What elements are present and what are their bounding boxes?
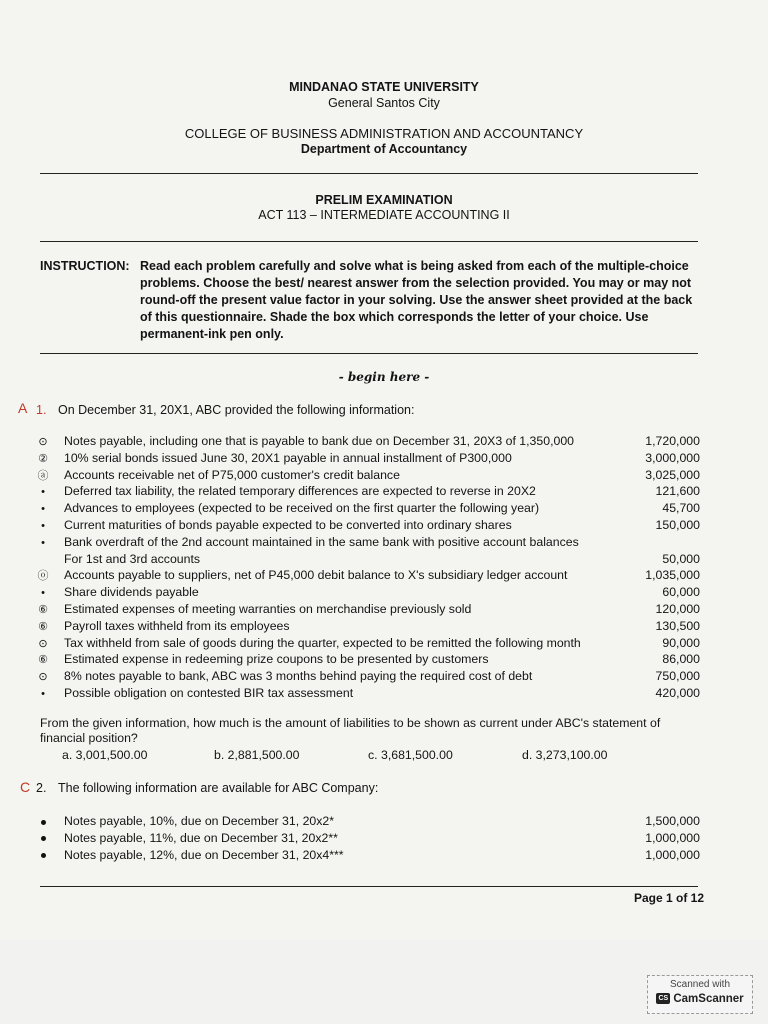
check-mark-icon: ⓞ xyxy=(37,570,49,583)
list-item: ⑥ Payroll taxes withheld from its employees 130,500 xyxy=(40,618,700,635)
q1-number: 1. xyxy=(36,403,47,417)
list-item: • Share dividends payable 60,000 xyxy=(40,584,700,601)
list-item: ⓞ Accounts payable to suppliers, net of P45,000 debit balance to X's subsidiary ledger account 1,035,000 xyxy=(40,567,700,584)
exam-title: PRELIM EXAMINATION xyxy=(315,193,453,207)
city: General Santos City xyxy=(328,96,440,110)
check-mark-icon: ⊙ xyxy=(38,671,48,684)
camscanner-logo-icon: CS xyxy=(656,993,670,1004)
list-item: • Deferred tax liability, the related temporary differences are expected to reverse in 20X2 121,600 xyxy=(40,483,700,500)
q1-question: From the given information, how much is the amount of liabilities to be shown as current under ABC's statement of financial position? xyxy=(40,716,661,745)
bullet-icon: • xyxy=(41,503,45,516)
watermark-line2: CamScanner xyxy=(673,993,744,1005)
divider xyxy=(40,241,698,242)
q2-intro: The following information are available for ABC Company: xyxy=(58,781,379,795)
instruction-label: INSTRUCTION: xyxy=(40,259,130,273)
department-name: Department of Accountancy xyxy=(300,142,468,156)
page-number: Page 1 of 12 xyxy=(633,891,704,905)
q1-choice-c: c. 3,681,500.00 xyxy=(368,748,453,762)
list-item: For 1st and 3rd accounts 50,000 xyxy=(64,551,700,566)
q1-item-list xyxy=(37,433,700,702)
q1-handwritten-answer: A xyxy=(18,400,28,416)
bullet-icon xyxy=(32,814,54,831)
check-mark-icon: ⑥ xyxy=(38,620,48,633)
check-mark-icon: ⊙ xyxy=(38,637,48,650)
bullet-icon: • xyxy=(41,687,45,700)
check-mark-icon: ⑥ xyxy=(38,603,48,616)
list-item: ② 10% serial bonds issued June 30, 20X1 payable in annual installment of P300,000 3,000,000 xyxy=(40,450,700,467)
bullet-icon xyxy=(32,831,54,848)
list-item: • Possible obligation on contested BIR tax assessment 420,000 xyxy=(40,685,700,702)
q2-handwritten-answer: C xyxy=(20,779,31,795)
list-item: ⓐ Accounts receivable net of P75,000 customer's credit balance 3,025,000 xyxy=(40,467,700,484)
list-item: Notes payable, 11%, due on December 31, 20x2** 1,000,000 xyxy=(40,830,700,847)
q1-choice-a: a. 3,001,500.00 xyxy=(62,748,148,762)
list-item: ⊙ Tax withheld from sale of goods during the quarter, expected to be remitted the following month 90,000 xyxy=(40,635,700,652)
list-item: Notes payable, 10%, due on December 31, 20x2* 1,500,000 xyxy=(40,813,700,830)
list-item: • Current maturities of bonds payable expected to be converted into ordinary shares 150,000 xyxy=(40,517,700,534)
divider xyxy=(40,173,698,174)
list-item: • Advances to employees (expected to be received on the first quarter the following year) 45,700 xyxy=(40,500,700,517)
list-item: ⑥ Estimated expenses of meeting warranties on merchandise previously sold 120,000 xyxy=(40,601,700,618)
list-item: ⑥ Estimated expense in redeeming prize coupons to be presented by customers 86,000 xyxy=(40,651,700,668)
begin-here-marker: - begin here - xyxy=(338,370,430,384)
watermark-line1: Scanned with xyxy=(669,979,731,990)
list-item: ⊙ Notes payable, including one that is payable to bank due on December 31, 20X3 of 1,350,000 1,720,000 xyxy=(40,433,700,450)
instruction-text: Read each problem carefully and solve what is being asked from each of the multiple-choice problems. Choose the best/ nearest answer from the selection provided. You may or may not round-off the present value factor in your solving. Use the answer sheet provided at the back of this questionnaire. Shade the box which corresponds the letter of your choice. Use permanent-ink pen only. xyxy=(140,259,693,341)
list-item: Notes payable, 12%, due on December 31, 20x4*** 1,000,000 xyxy=(40,847,700,864)
college-name: COLLEGE OF BUSINESS ADMINISTRATION AND ACCOUNTANCY xyxy=(184,126,584,141)
q1-intro: On December 31, 20X1, ABC provided the following information: xyxy=(58,403,415,417)
check-mark-icon: ⊙ xyxy=(38,436,48,448)
university-name: MINDANAO STATE UNIVERSITY xyxy=(289,80,479,94)
bullet-icon xyxy=(32,848,54,865)
check-mark-icon: ⑥ xyxy=(38,654,48,667)
q2-item-list xyxy=(40,813,700,863)
bullet-icon: • xyxy=(41,587,45,600)
q1-choice-d: d. 3,273,100.00 xyxy=(522,748,608,762)
course-title: ACT 113 – INTERMEDIATE ACCOUNTING II xyxy=(258,208,510,222)
check-mark-icon: ⓐ xyxy=(37,469,49,482)
list-item: • Bank overdraft of the 2nd account maintained in the same bank with positive account balances xyxy=(40,534,700,551)
q1-choice-b: b. 2,881,500.00 xyxy=(214,748,300,762)
bullet-icon: • xyxy=(41,536,45,549)
divider xyxy=(40,353,698,354)
check-mark-icon: ② xyxy=(38,452,48,465)
list-item: ⊙ 8% notes payable to bank, ABC was 3 months behind paying the required cost of debt 750,000 xyxy=(40,668,700,685)
bullet-icon: • xyxy=(41,519,45,532)
bullet-icon: • xyxy=(41,486,45,499)
camscanner-watermark xyxy=(647,975,753,1014)
q2-number: 2. xyxy=(36,781,47,795)
divider xyxy=(40,886,698,887)
